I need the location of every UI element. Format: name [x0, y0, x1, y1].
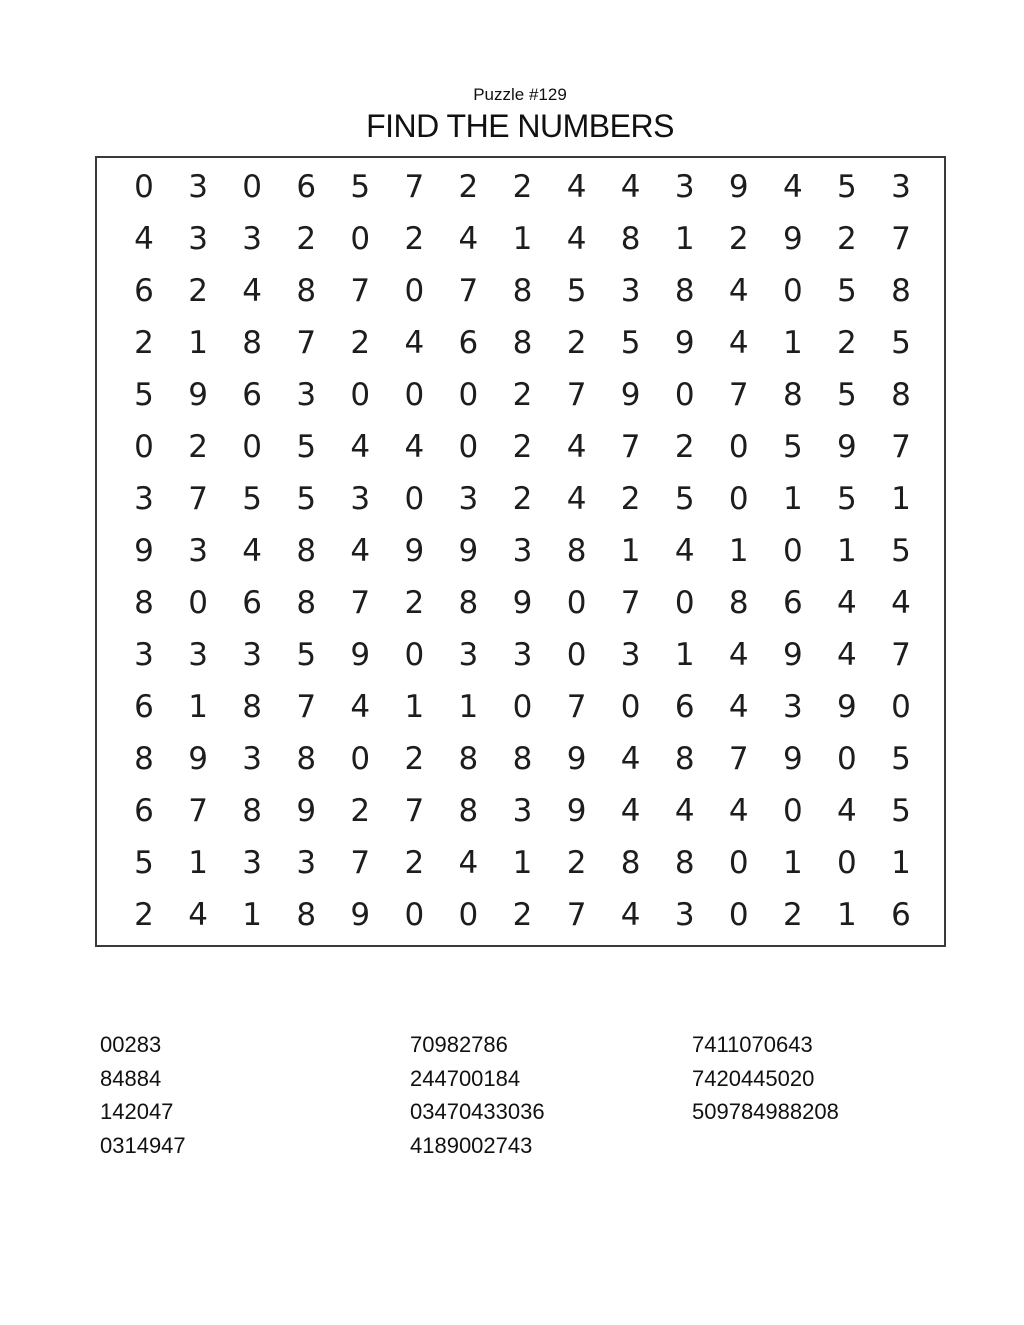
grid-cell: 6	[242, 377, 263, 413]
grid-cell: 4	[134, 221, 154, 257]
grid-cell: 5	[891, 533, 911, 569]
grid-cell: 9	[566, 793, 587, 829]
grid-cell: 3	[134, 637, 154, 673]
grid-cell: 5	[837, 481, 857, 517]
grid-cell: 7	[296, 689, 317, 725]
grid-cell: 1	[782, 481, 803, 517]
grid-cell: 8	[296, 897, 317, 933]
grid-cell: 4	[458, 221, 479, 257]
grid-cell: 8	[728, 585, 749, 621]
grid-cell: 9	[350, 897, 371, 933]
grid-cell: 7	[350, 273, 371, 309]
grid-cell: 7	[296, 325, 317, 361]
numbers-to-find-list	[100, 1028, 984, 1162]
grid-cell: 1	[837, 533, 857, 569]
grid-cell: 0	[350, 221, 371, 257]
grid-cell: 4	[891, 585, 911, 621]
grid-cell: 3	[188, 169, 208, 205]
number-to-find: 7420445020	[692, 1065, 815, 1091]
grid-cell: 3	[134, 481, 154, 517]
number-to-find: 142047	[100, 1099, 174, 1124]
grid-cell: 4	[837, 585, 857, 621]
grid-cell: 8	[891, 273, 911, 309]
grid-cell: 9	[134, 533, 154, 569]
number-to-find: 244700184	[410, 1065, 521, 1091]
grid-cell: 2	[134, 897, 154, 933]
grid-cell: 4	[242, 273, 263, 309]
grid-cell: 3	[188, 221, 208, 257]
grid-cell: 2	[404, 741, 425, 777]
grid-cell: 8	[296, 533, 317, 569]
grid-cell: 0	[837, 741, 857, 777]
grid-cell: 4	[728, 637, 749, 673]
grid-cell: 4	[404, 429, 425, 465]
grid-cell: 2	[512, 481, 533, 517]
grid-cell: 8	[242, 689, 263, 725]
grid-cell: 3	[620, 273, 641, 309]
grid-cell: 2	[512, 897, 533, 933]
grid-cell: 0	[837, 845, 857, 881]
grid-cell: 8	[242, 793, 263, 829]
grid-cell: 9	[512, 585, 533, 621]
grid-cell: 5	[134, 845, 154, 881]
grid-cell: 0	[620, 689, 641, 725]
grid-cell: 4	[620, 897, 641, 933]
grid-cell: 4	[566, 169, 587, 205]
grid-cell: 4	[674, 533, 695, 569]
grid-cell: 5	[134, 377, 154, 413]
grid-cell: 3	[674, 169, 695, 205]
grid-cell: 4	[350, 429, 371, 465]
grid-cell: 1	[620, 533, 641, 569]
grid-cell: 5	[566, 273, 587, 309]
grid-cell: 8	[674, 845, 695, 881]
grid-cell: 0	[404, 897, 425, 933]
grid-cell: 7	[404, 793, 425, 829]
grid-cell: 0	[458, 897, 479, 933]
number-to-find: 03470433036	[410, 1099, 545, 1124]
grid-cell: 5	[891, 325, 911, 361]
grid-cell: 2	[404, 221, 425, 257]
grid-cell: 4	[350, 689, 371, 725]
grid-cell: 3	[782, 689, 803, 725]
number-to-find: 0314947	[100, 1132, 186, 1158]
grid-cell: 3	[512, 533, 533, 569]
grid-cell: 0	[458, 377, 479, 413]
grid-cell: 1	[782, 845, 803, 881]
grid-cell: 0	[512, 689, 533, 725]
grid-cell: 9	[837, 689, 857, 725]
grid-cell: 9	[404, 533, 425, 569]
grid-cell: 2	[782, 897, 803, 933]
grid-cell: 7	[620, 429, 641, 465]
puzzle-number: Puzzle #129	[473, 85, 567, 104]
grid-cell: 4	[566, 221, 587, 257]
grid-cell: 8	[458, 793, 479, 829]
grid-cell: 2	[620, 481, 641, 517]
grid-cell: 3	[458, 481, 479, 517]
grid-cell: 9	[674, 325, 695, 361]
grid-cell: 4	[620, 741, 641, 777]
grid-cell: 6	[242, 585, 263, 621]
grid-cell: 0	[728, 429, 749, 465]
grid-cell: 0	[674, 377, 695, 413]
number-to-find: 00283	[100, 1032, 162, 1057]
grid-cell: 4	[188, 897, 208, 933]
grid-cell: 3	[620, 637, 641, 673]
grid-cell: 2	[837, 325, 857, 361]
grid-cell: 7	[620, 585, 641, 621]
grid-cell: 7	[188, 793, 208, 829]
grid-cell: 0	[350, 377, 371, 413]
grid-cell: 4	[566, 429, 587, 465]
grid-cell: 5	[242, 481, 263, 517]
grid-cell: 0	[242, 429, 263, 465]
grid-cell: 5	[891, 793, 911, 829]
grid-cell: 3	[296, 845, 317, 881]
grid-cell: 4	[728, 793, 749, 829]
numbers-column	[100, 1028, 410, 1162]
grid-cell: 5	[837, 377, 857, 413]
grid-cell: 1	[728, 533, 749, 569]
grid-cell: 3	[188, 533, 208, 569]
grid-cell: 4	[837, 637, 857, 673]
grid-cell: 8	[891, 377, 911, 413]
number-to-find: 70982786	[410, 1032, 508, 1057]
grid-cell: 1	[674, 637, 695, 673]
grid-cell: 7	[404, 169, 425, 205]
grid-cell: 1	[512, 221, 533, 257]
grid-cell: 7	[891, 221, 911, 257]
grid-cell: 1	[188, 325, 208, 361]
grid-cell: 8	[296, 273, 317, 309]
grid-cell: 9	[620, 377, 641, 413]
grid-cell: 9	[837, 429, 857, 465]
grid-cell: 8	[674, 273, 695, 309]
grid-cell: 9	[188, 741, 208, 777]
grid-cell: 8	[620, 221, 641, 257]
grid-cell: 2	[728, 221, 749, 257]
grid-cell: 4	[728, 689, 749, 725]
grid-cell: 8	[134, 741, 154, 777]
grid-cell: 7	[458, 273, 479, 309]
grid-cell: 0	[242, 169, 263, 205]
number-to-find: 509784988208	[692, 1099, 839, 1124]
grid-cell: 9	[782, 741, 803, 777]
grid-cell: 3	[242, 845, 263, 881]
grid-cell: 0	[728, 481, 749, 517]
grid-cell: 6	[458, 325, 479, 361]
grid-cell: 2	[134, 325, 154, 361]
grid-cell: 0	[674, 585, 695, 621]
grid-cell: 8	[296, 585, 317, 621]
numbers-column	[692, 1028, 984, 1129]
grid-cell: 2	[512, 429, 533, 465]
page-title: FIND THE NUMBERS	[366, 108, 674, 144]
grid-cell: 6	[674, 689, 695, 725]
grid-cell: 7	[350, 585, 371, 621]
grid-cell: 2	[512, 169, 533, 205]
grid-cell: 6	[891, 897, 911, 933]
grid-cell: 4	[350, 533, 371, 569]
grid-cell: 8	[134, 585, 154, 621]
numbers-column	[410, 1028, 692, 1162]
grid-cell: 8	[242, 325, 263, 361]
grid-cell: 0	[782, 793, 803, 829]
grid-cell: 0	[404, 637, 425, 673]
grid-cell: 2	[188, 273, 208, 309]
grid-cell: 3	[674, 897, 695, 933]
grid-cell: 3	[350, 481, 371, 517]
grid-cell: 8	[296, 741, 317, 777]
grid-cell: 2	[350, 793, 371, 829]
grid-cell: 2	[566, 845, 587, 881]
grid-cell: 7	[728, 741, 749, 777]
grid-cell: 8	[458, 585, 479, 621]
grid-cell: 3	[242, 637, 263, 673]
grid-cell: 5	[891, 741, 911, 777]
grid-cell: 1	[782, 325, 803, 361]
grid-cell: 5	[350, 169, 371, 205]
grid-cell: 3	[891, 169, 911, 205]
grid-cell: 8	[566, 533, 587, 569]
grid-cell: 6	[782, 585, 803, 621]
grid-cell: 9	[782, 637, 803, 673]
grid-cell: 5	[837, 273, 857, 309]
grid-cell: 1	[188, 845, 208, 881]
grid-cell: 4	[728, 325, 749, 361]
grid-cell: 0	[566, 637, 587, 673]
grid-cell: 3	[242, 221, 263, 257]
grid-cell: 4	[674, 793, 695, 829]
grid-cell: 5	[296, 429, 317, 465]
grid-cell: 0	[782, 533, 803, 569]
grid-cell: 2	[188, 429, 208, 465]
grid-cell: 5	[674, 481, 695, 517]
grid-cell: 2	[674, 429, 695, 465]
grid-cell: 9	[188, 377, 208, 413]
grid-cell: 1	[242, 897, 263, 933]
grid-cell: 7	[566, 689, 587, 725]
grid-cell: 0	[188, 585, 208, 621]
number-to-find: 84884	[100, 1065, 162, 1091]
grid-cell: 8	[620, 845, 641, 881]
grid-cell: 1	[188, 689, 208, 725]
grid-cell: 8	[512, 273, 533, 309]
grid-cell: 0	[134, 169, 154, 205]
grid-cell: 0	[891, 689, 911, 725]
grid-cell: 5	[296, 637, 317, 673]
grid-cell: 0	[728, 897, 749, 933]
grid-cell: 6	[134, 689, 154, 725]
grid-cell: 4	[728, 273, 749, 309]
grid-cell: 0	[782, 273, 803, 309]
grid-cell: 1	[837, 897, 857, 933]
grid-cell: 7	[728, 377, 749, 413]
grid-cell: 1	[458, 689, 479, 725]
grid-cell: 9	[350, 637, 371, 673]
number-grid	[95, 156, 946, 947]
grid-cell: 8	[512, 741, 533, 777]
grid-cell: 6	[134, 793, 154, 829]
grid-cell: 9	[566, 741, 587, 777]
grid-cell: 4	[458, 845, 479, 881]
number-to-find: 7411070643	[692, 1032, 813, 1057]
grid-cell: 6	[296, 169, 317, 205]
grid-cell: 5	[837, 169, 857, 205]
grid-cell: 2	[296, 221, 317, 257]
grid-cell: 1	[512, 845, 533, 881]
grid-cell: 9	[458, 533, 479, 569]
grid-cell: 8	[458, 741, 479, 777]
grid-cell: 0	[404, 481, 425, 517]
grid-cell: 7	[566, 377, 587, 413]
grid-cell: 4	[242, 533, 263, 569]
grid-cell: 7	[350, 845, 371, 881]
grid-cell: 4	[620, 793, 641, 829]
grid-cell: 1	[891, 845, 911, 881]
grid-cell: 5	[620, 325, 641, 361]
grid-cell: 0	[458, 429, 479, 465]
grid-cell: 2	[404, 585, 425, 621]
grid-cell: 0	[728, 845, 749, 881]
grid-cell: 4	[620, 169, 641, 205]
grid-cell: 0	[404, 377, 425, 413]
grid-cell: 3	[512, 793, 533, 829]
grid-cell: 0	[134, 429, 154, 465]
grid-cell: 5	[782, 429, 803, 465]
grid-cell: 8	[674, 741, 695, 777]
grid-cell: 0	[404, 273, 425, 309]
grid-cell: 3	[296, 377, 317, 413]
grid-cell: 2	[404, 845, 425, 881]
grid-cell: 9	[728, 169, 749, 205]
grid-cell: 1	[404, 689, 425, 725]
grid-cell: 3	[242, 741, 263, 777]
grid-cell: 7	[891, 637, 911, 673]
grid-cell: 8	[512, 325, 533, 361]
grid-cell: 4	[837, 793, 857, 829]
grid-cell: 9	[296, 793, 317, 829]
grid-cell: 3	[458, 637, 479, 673]
grid-cell: 1	[891, 481, 911, 517]
grid-cell: 2	[350, 325, 371, 361]
grid-cell: 2	[837, 221, 857, 257]
grid-cell: 4	[404, 325, 425, 361]
grid-cell: 4	[782, 169, 803, 205]
grid-cell: 4	[566, 481, 587, 517]
grid-cell: 6	[134, 273, 154, 309]
grid-cell: 8	[782, 377, 803, 413]
grid-cell: 9	[782, 221, 803, 257]
grid-cell: 7	[188, 481, 208, 517]
grid-cell: 1	[674, 221, 695, 257]
grid-cell: 2	[512, 377, 533, 413]
grid-cell: 7	[566, 897, 587, 933]
grid-cell: 0	[566, 585, 587, 621]
grid-cell: 2	[458, 169, 479, 205]
grid-cell: 7	[891, 429, 911, 465]
grid-cell: 3	[188, 637, 208, 673]
grid-cell: 3	[512, 637, 533, 673]
grid-cell: 0	[350, 741, 371, 777]
number-to-find: 4189002743	[410, 1132, 533, 1158]
grid-cell: 2	[566, 325, 587, 361]
grid-cell: 5	[296, 481, 317, 517]
